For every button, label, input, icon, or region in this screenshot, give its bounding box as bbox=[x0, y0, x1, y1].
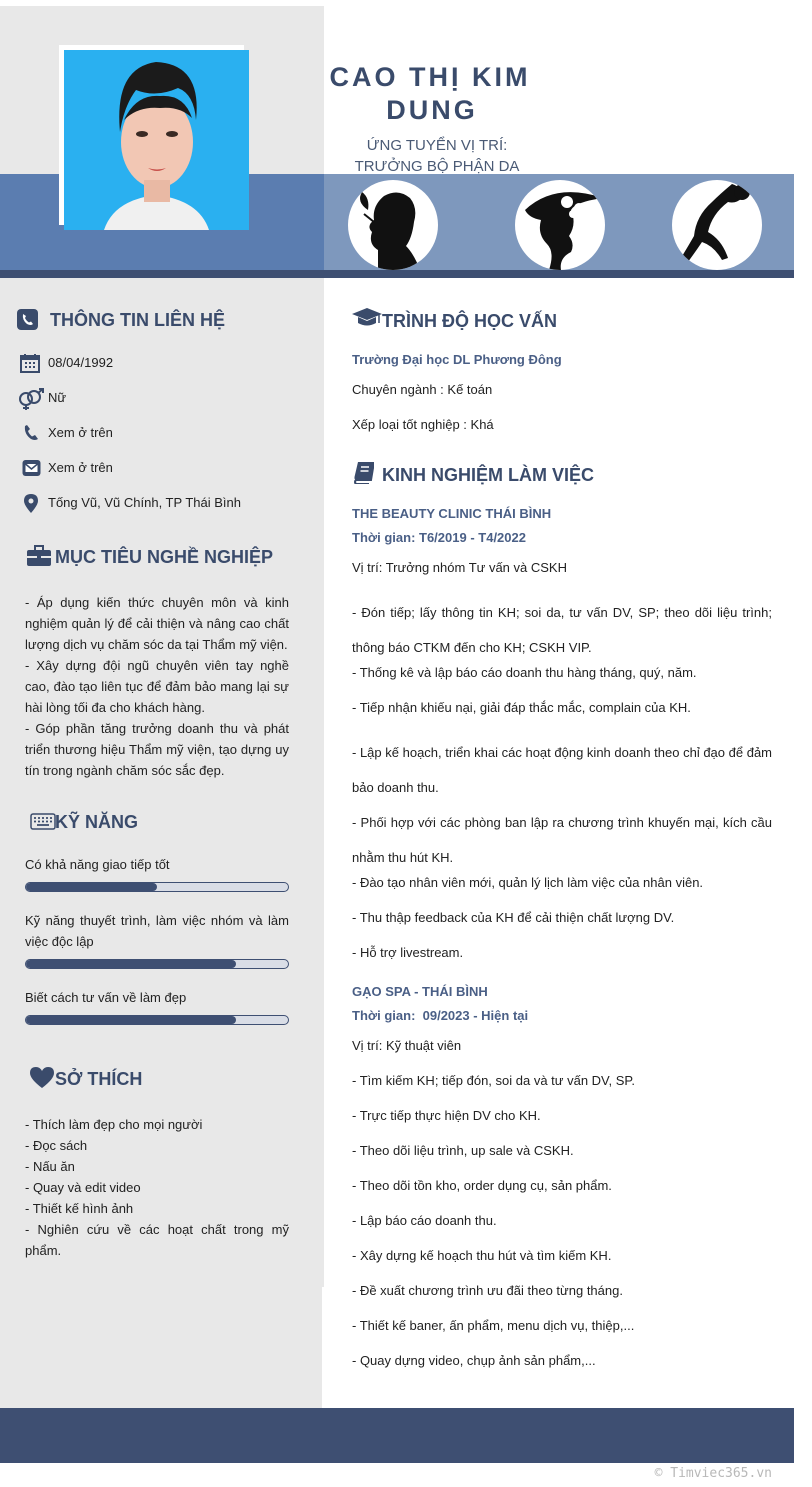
job-duty: - Tìm kiếm KH; tiếp đón, soi da và tư vấn DV, SP. bbox=[352, 1073, 636, 1088]
skill-bar bbox=[25, 959, 289, 969]
silhouette-woman-flower-icon bbox=[348, 180, 438, 270]
email-value: Xem ở trên bbox=[48, 460, 113, 475]
education-grade: Xếp loại tốt nghiệp : Khá bbox=[352, 417, 494, 432]
school-name: Trường Đại học DL Phương Đông bbox=[352, 352, 562, 367]
experience-title: KINH NGHIỆM LÀM VIỆC bbox=[382, 465, 595, 485]
skill-bar-fill bbox=[26, 1016, 236, 1024]
job-position: Vị trí: Trưởng nhóm Tư vấn và CSKH bbox=[352, 560, 567, 575]
job-time: Thời gian: 09/2023 - Hiện tại bbox=[352, 1008, 529, 1023]
position-label: ỨNG TUYỂN VỊ TRÍ: bbox=[366, 137, 508, 154]
job-duty: - Đào tạo nhân viên mới, quản lý lịch làm việc của nhân viên. bbox=[352, 875, 704, 890]
job-duty: - Tiếp nhận khiếu nại, giải đáp thắc mắc, complain của KH. bbox=[352, 700, 691, 715]
job-duty: - Theo dõi tồn kho, order dụng cụ, sản phẩm. bbox=[352, 1178, 612, 1193]
hobby-item: - Nấu ăn bbox=[25, 1159, 75, 1174]
objective-item: - Xây dựng đội ngũ chuyên viên tay nghề cao, đào tạo liên tục để đảm bảo mang lại sự hài lòng tối đa cho khách hàng. bbox=[25, 658, 289, 715]
job-duty: - Thống kê và lập báo cáo doanh thu hàng tháng, quý, năm. bbox=[352, 665, 697, 680]
job-company: THE BEAUTY CLINIC THÁI BÌNH bbox=[352, 506, 552, 521]
hobby-item: - Thiết kế hình ảnh bbox=[25, 1201, 134, 1216]
header-divider bbox=[0, 270, 794, 278]
phone-icon bbox=[17, 309, 38, 330]
skill-label: Kỹ năng thuyết trình, làm việc nhóm và làm việc độc lập bbox=[25, 913, 289, 949]
hobbies-title: SỞ THÍCH bbox=[55, 1069, 143, 1089]
job-company: GẠO SPA - THÁI BÌNH bbox=[352, 984, 488, 999]
silhouette-dancer-icon bbox=[672, 180, 762, 270]
skill-bar-fill bbox=[26, 883, 157, 891]
hobby-item: - Thích làm đẹp cho mọi người bbox=[25, 1117, 203, 1132]
phone-small-icon bbox=[23, 424, 39, 441]
job-duty: - Xây dựng kế hoạch thu hút và tìm kiếm KH. bbox=[352, 1248, 612, 1263]
keyboard-icon bbox=[30, 813, 56, 830]
job-duty: - Phối hợp với các phòng ban lập ra chương trình khuyến mại, kích cầu nhằm thu hút KH. bbox=[352, 815, 772, 865]
skills-title: KỸ NĂNG bbox=[55, 812, 139, 832]
education-title: TRÌNH ĐỘ HỌC VẤN bbox=[382, 311, 557, 331]
gender-value: Nữ bbox=[48, 390, 67, 405]
job-duty: - Theo dõi liệu trình, up sale và CSKH. bbox=[352, 1143, 574, 1158]
skill-label: Có khả năng giao tiếp tốt bbox=[25, 857, 170, 872]
avatar bbox=[64, 50, 249, 230]
skill-bar bbox=[25, 1015, 289, 1025]
silhouette-woman-hat-icon bbox=[515, 180, 605, 270]
objective-list bbox=[25, 592, 289, 781]
hobby-item: - Đọc sách bbox=[25, 1138, 88, 1153]
location-icon bbox=[24, 494, 38, 513]
phone-value: Xem ở trên bbox=[48, 425, 113, 440]
job-duty: - Thiết kế baner, ấn phẩm, menu dịch vụ, thiệp,... bbox=[352, 1318, 635, 1333]
job-duty: - Đề xuất chương trình ưu đãi theo từng tháng. bbox=[352, 1283, 623, 1298]
heart-icon bbox=[30, 1067, 54, 1089]
job-duty: - Hỗ trợ livestream. bbox=[352, 945, 464, 960]
birthday-value: 08/04/1992 bbox=[48, 355, 114, 370]
position-title: TRƯỞNG BỘ PHẬN DA bbox=[354, 158, 520, 175]
email-icon bbox=[22, 459, 41, 477]
graduation-cap-icon bbox=[352, 307, 382, 329]
objective-item: - Áp dụng kiến thức chuyên môn và kinh nghiệm quản lý để cải thiện và nâng cao chất lượng dịch vụ chăm sóc da tại Thẩm mỹ viện. bbox=[25, 595, 289, 652]
objective-title: MỤC TIÊU NGHỀ NGHIỆP bbox=[55, 547, 274, 567]
left-panel-background-bottom bbox=[0, 1287, 322, 1408]
candidate-name-line1: CAO THỊ KIM bbox=[329, 62, 531, 92]
objective-item: - Góp phần tăng trưởng doanh thu và phát triển thương hiệu Thẩm mỹ viện, tạo dựng uy tín trong ngành chăm sóc sắc đẹp. bbox=[25, 721, 289, 778]
job-time: Thời gian: T6/2019 - T4/2022 bbox=[352, 530, 526, 545]
contact-title: THÔNG TIN LIÊN HỆ bbox=[50, 310, 225, 330]
skill-bar bbox=[25, 882, 289, 892]
hobby-item: - Quay và edit video bbox=[25, 1180, 141, 1195]
hobbies-list bbox=[25, 1114, 289, 1261]
footer-band bbox=[0, 1408, 794, 1463]
skill-bar-fill bbox=[26, 960, 236, 968]
briefcase-icon bbox=[27, 545, 51, 566]
job-duty: - Thu thập feedback của KH để cải thiện chất lượng DV. bbox=[352, 910, 675, 925]
job-duty: - Lập báo cáo doanh thu. bbox=[352, 1213, 497, 1228]
calendar-icon bbox=[20, 353, 40, 373]
job-duty: - Đón tiếp; lấy thông tin KH; soi da, tư vấn DV, SP; theo dõi liệu trình; thông báo CTKM đến cho KH; CSKH VIP. bbox=[352, 605, 772, 655]
job-duty: - Lập kế hoạch, triển khai các hoạt động kinh doanh theo chỉ đạo để đảm bảo doanh thu. bbox=[352, 745, 772, 795]
address-value: Tống Vũ, Vũ Chính, TP Thái Bình bbox=[48, 495, 241, 510]
job-duty: - Quay dựng video, chụp ảnh sản phẩm,... bbox=[352, 1353, 596, 1368]
job-duty: - Trực tiếp thực hiện DV cho KH. bbox=[352, 1108, 541, 1123]
watermark: © Timviec365.vn bbox=[654, 1466, 772, 1481]
candidate-name-line2: DUNG bbox=[386, 95, 478, 125]
education-major: Chuyên ngành : Kế toán bbox=[352, 382, 493, 397]
skill-label: Biết cách tư vấn về làm đẹp bbox=[25, 990, 187, 1005]
book-icon bbox=[354, 462, 374, 484]
job-position: Vị trí: Kỹ thuật viên bbox=[352, 1038, 462, 1053]
hobby-item: - Nghiên cứu về các hoạt chất trong mỹ phẩm. bbox=[25, 1222, 289, 1258]
gender-icon bbox=[18, 388, 44, 410]
